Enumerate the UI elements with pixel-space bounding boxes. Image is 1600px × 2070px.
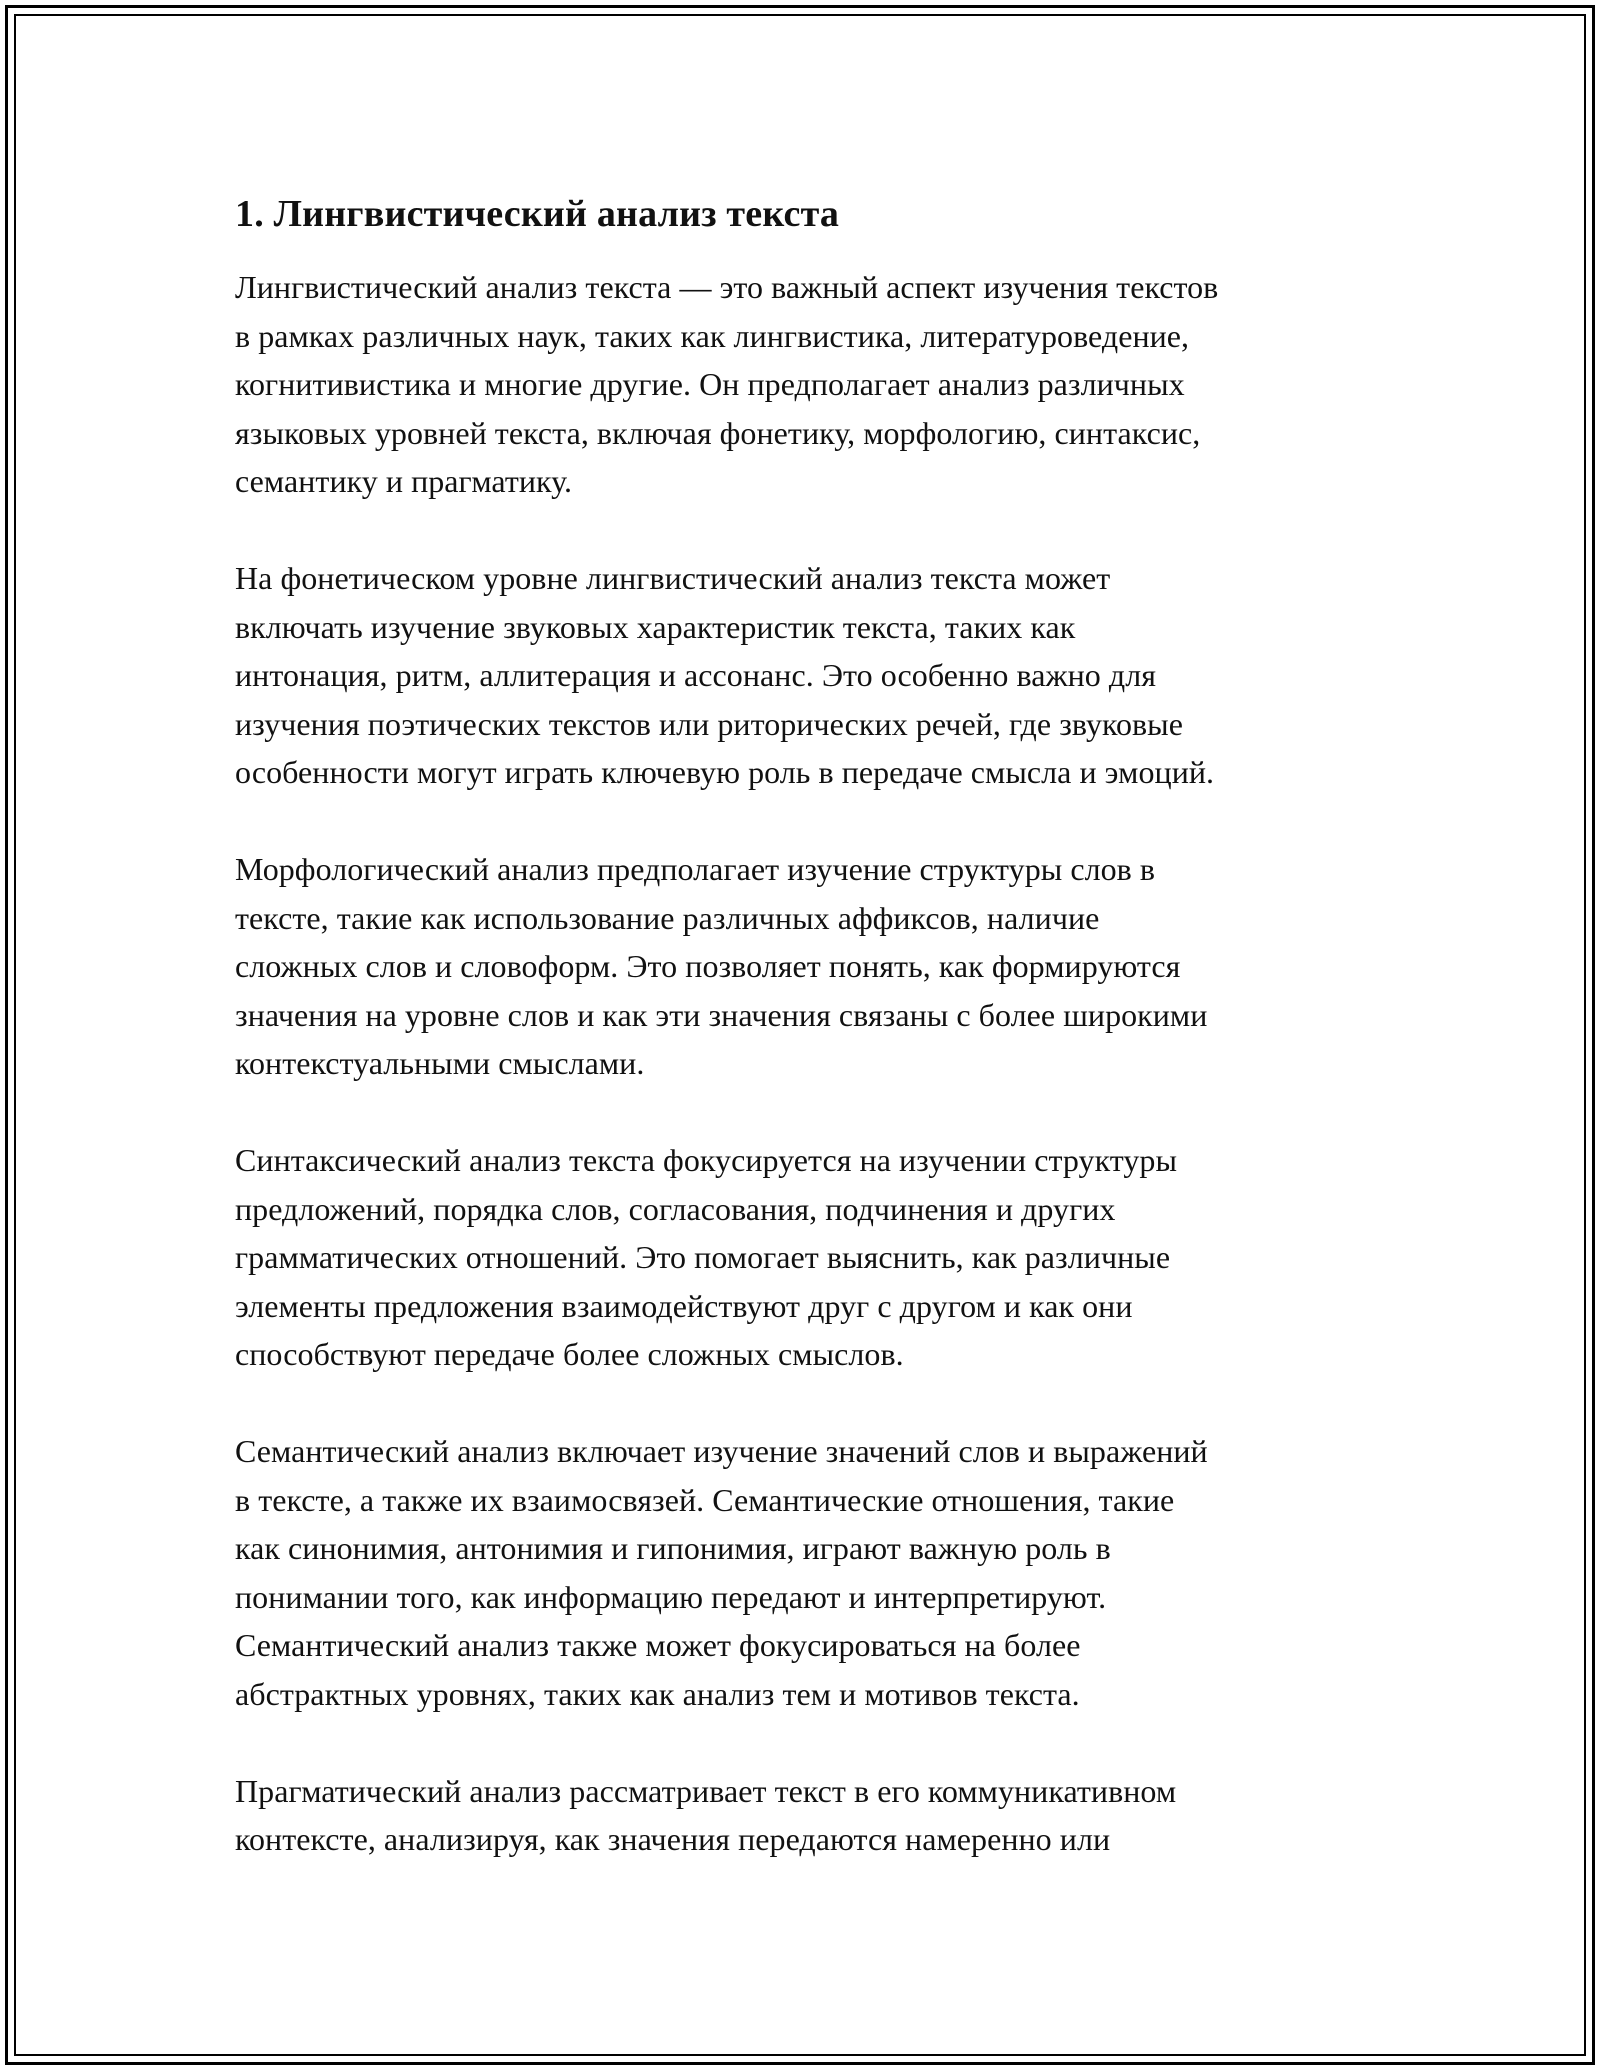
- paragraph-pragmatics: [235, 1767, 1385, 1864]
- text-line: Синтаксический анализ текста фокусируется на изучении структуры: [235, 1142, 1178, 1178]
- text-line: в рамках различных наук, таких как лингвистика, литературоведение,: [235, 317, 1190, 354]
- text-line: особенности могут играть ключевую роль в передаче смысла и эмоций.: [235, 754, 1215, 790]
- text-line: элементы предложения взаимодействуют друг с другом и как они: [235, 1287, 1133, 1324]
- text-line: интонация, ритм, аллитерация и ассонанс. Это особенно важно для: [235, 657, 1157, 693]
- text-line: Семантический анализ включает изучение значений слов и выражений: [235, 1433, 1208, 1469]
- text-line: контексте, анализируя, как значения передаются намеренно или: [235, 1821, 1111, 1857]
- paragraph-morphology: [235, 845, 1385, 1088]
- text-line: сложных слов и словоформ. Это позволяет понять, как формируются: [235, 948, 1181, 984]
- text-line: На фонетическом уровне лингвистический анализ текста может: [235, 560, 1111, 596]
- paragraph-phonetics: [235, 554, 1385, 797]
- text-line: в тексте, а также их взаимосвязей. Семантические отношения, такие: [235, 1481, 1175, 1518]
- paragraph-syntax: [235, 1136, 1385, 1379]
- text-line: включать изучение звуковых характеристик текста, таких как: [235, 608, 1076, 645]
- text-line: Прагматический анализ рассматривает текст в его коммуникативном: [235, 1772, 1177, 1809]
- text-line: Лингвистический анализ текста — это важный аспект изучения текстов: [235, 269, 1219, 305]
- text-line: изучения поэтических текстов или риторических речей, где звуковые: [235, 705, 1183, 742]
- document-title: 1. Лингвистический анализ текста: [235, 193, 840, 235]
- document-body: [235, 185, 1385, 1912]
- text-line: контекстуальными смыслами.: [235, 1045, 645, 1081]
- text-line: тексте, такие как использование различных аффиксов, наличие: [235, 899, 1100, 936]
- text-line: Семантический анализ также может фокусироваться на более: [235, 1627, 1081, 1663]
- text-line: предложений, порядка слов, согласования, подчинения и других: [235, 1190, 1116, 1227]
- text-line: грамматических отношений. Это помогает выяснить, как различные: [235, 1239, 1171, 1275]
- text-line: значения на уровне слов и как эти значения связаны с более широкими: [235, 996, 1208, 1033]
- text-line: семантику и прагматику.: [235, 463, 573, 499]
- text-line: Морфологический анализ предполагает изучение структуры слов в: [235, 851, 1156, 887]
- paragraph-semantics: [235, 1427, 1385, 1718]
- paragraph-intro: [235, 263, 1385, 506]
- text-line: как синонимия, антонимия и гипонимия, играют важную роль в: [235, 1530, 1111, 1566]
- text-line: языковых уровней текста, включая фонетику, морфологию, синтаксис,: [235, 414, 1201, 451]
- text-line: когнитивистика и многие другие. Он предполагает анализ различных: [235, 366, 1185, 402]
- text-line: абстрактных уровнях, таких как анализ тем и мотивов текста.: [235, 1675, 1080, 1712]
- text-line: способствуют передаче более сложных смыслов.: [235, 1336, 904, 1372]
- text-line: понимании того, как информацию передают и интерпретируют.: [235, 1578, 1107, 1615]
